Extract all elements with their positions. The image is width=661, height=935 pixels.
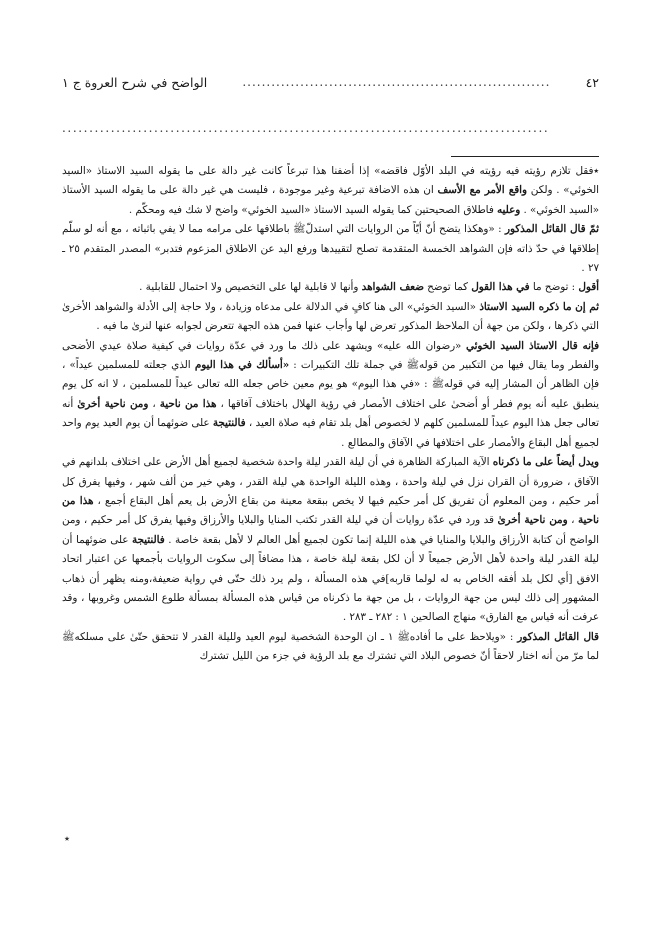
bold-phrase: ضعف الشواهد [361, 281, 424, 294]
bold-phrase: ومن ناحية أخرىٰ [497, 514, 568, 527]
footnote-rule [451, 156, 599, 157]
running-header [62, 72, 599, 92]
paragraph [62, 453, 599, 628]
text-run: ، [148, 397, 160, 410]
bold-phrase: قال القائل المذكور [517, 630, 599, 643]
bold-phrase: فإنه قال الاستاذ السيد الخوئي [465, 339, 599, 352]
book-title: الواضح في شرح العروة ج ١ [62, 74, 208, 90]
text-run: كما توضح [423, 281, 472, 294]
bold-phrase: ثمّ قال القائل المذكور [504, 223, 599, 236]
paragraph [62, 337, 599, 453]
paragraph [62, 220, 599, 278]
text-run: : توضح ما [529, 281, 579, 294]
header-dot-leader: ................................................................ [242, 75, 551, 89]
bold-phrase: ومن ناحية أخرىٰ [77, 397, 149, 410]
text-run: «السيد الخوئي» الى هنا كافٍ في الدلالة على مدعاه وزيادة ، ولا حاجة إلى الأدلة والشواهد الأخرىٰ التي ذكرها ، ولكن من جهة أن الملاحظ المذكور تعرض لها وأجاب عنها فمن هذه الجهة تتعرض لجوابه عنها لنرىٰ ما فيه . [62, 300, 599, 333]
text-run: فاطلاق الصحيحتين كما يقوله السيد الاستاذ «السيد الخوئي» واضح لا شك فيه ومحكّم . [128, 203, 498, 216]
text-run: «رضوان الله عليه» ويشهد على ذلك ما ورد في عدّة روايات في كيفية صلاة عيدي الأضحى والفطر وما يقال فيها من التكبير من قولهﷺ في جملة تلك التكبيرات : [62, 339, 599, 372]
text-run: الآية المباركة الظاهرة في أن ليلة القدر ليلة واحدة شخصية لجميع أهل الأرض على اختلاف بلدانهم في الآفاق ، ضرورة أن القران نزل في ليلة واحدة ، وهذه الليلة الواحدة هي ليلة القدر ، وهي خير من ألف شهر ، وفيها يفرق كل أمر حكيم ، ومن المعلوم أن تفريق كل أمر حكيم فيها لا يخص ببقعة معينة من بقاع الأرض بل يعم أهل البقاع أجمع ، [62, 456, 599, 507]
text-run: على ضوئهما أن يوم العيد يوم واحد لجميع أهل البقاع والأمصار على اختلافها في الآفاق والمطالع . [62, 417, 599, 449]
bold-phrase: هذا من ناحية [159, 397, 217, 410]
text-run: وأنها لا قابلية لها على التخصيص ولا احتمال للقابلية . [139, 281, 362, 294]
text-run: أنه تعالى جعل هذا اليوم عيداً للمسلمين كلهم لا لخصوص أهل بلد تقام فيه صلاة العيد ، [62, 397, 599, 430]
bold-phrase: «أسألك في هذا اليوم [194, 359, 290, 372]
bold-phrase: أقول [578, 281, 599, 294]
paragraph [62, 162, 599, 220]
text-run: على ضوئهما أن ليلة القدر ليلة واحدة لأهل الأرض جميعاً لا أن لكل بقعة ليلة خاصة ، هذا مضافاً إلى سكوت الروايات بأجمعها عن اعتبار اتحاد الافق [أي لكل بلد أفقه الخاص به له لولما قاربه]في هذه المسألة ، ولم يرد ذلك حتّى في رواية ضعيفة،ومنه يظهر أن ذهاب المشهور إلى ذلك ليس من جهة الروايات ، بل من جهة ما ذكرناه من قياس هذه المسألة بمسألة طلوع الشمس وغروبها ، وقد عرفت أنه قياس مع الفارق» منهاج الصالحين ١ : ٢٨٢ ـ ٢٨٣ . [62, 533, 599, 624]
text-run: قد ورد في عدّة روايات أن في ليلة القدر تكتب المنايا والبلايا والأرزاق وفيها يفرق كل أمر حكيم ، ومن الواضح أن كتابة الأرزاق والبلايا والمنايا في هذه الليلة إنما تكون لجميع أهل العالم لا لأهل بقعة خاصة . [62, 514, 599, 546]
bold-phrase: فالنتيجة [131, 533, 165, 546]
bold-phrase: هذا من ناحية [62, 494, 599, 527]
text-run: ان هذه الاضافة تبرعية وغير موجودة ، فليست هي غير دالة على ما يقوله السيد الأستاذ «السيد الخوئي» . [62, 184, 599, 216]
paragraph [62, 278, 599, 297]
bold-phrase: وعليه [497, 203, 521, 216]
bold-phrase: واقع الأمر مع الأسف [437, 184, 527, 197]
page-number: ٤٢ [585, 74, 599, 90]
bold-phrase: فالنتيجة [212, 417, 246, 430]
text-run: الذي جعلته للمسلمين عيداً» ، فإن الظاهر أن المشار إليه في قولهﷺ : «في هذا اليوم» هو يوم معين خاص جعله الله تعالى عيداً للمسلمين ، لا انه كل يوم ينطبق عليه أنه يوم فطر أو أضحىٰ على اختلاف الأمصار في رؤية الهلال باختلاف آفاقها ، [62, 359, 599, 410]
text-run: : «وهكذا يتضح أنّ أيّاً من الروايات التي استدلّ‌ﷺ باطلاقها على مرامه مما لا يفي باثباته ، مع أنه لو سلّم إطلاقها في حدّ ذاته فإن الشواهد الخمسة المتقدمة تصلح لتقييدها ورفع اليد عن الاطلاق المزعوم فتدبر» المصدر المتقدم ٢٥ ـ ٢٧ . [62, 223, 599, 275]
dotted-separator: .......................................................................................... [62, 121, 550, 135]
text-run: ، [567, 514, 578, 527]
continuation-mark: ٭ [64, 832, 70, 845]
text-run: ٭فقل تلازم رؤيته فيه رؤيته في البلد الأوّل فاقضه» إذا أضفنا هذا تبرعاً كانت غير دالة على ما يقوله السيد الاستاذ «السيد الخوئي» . ولكن [62, 165, 599, 197]
paragraph [62, 298, 599, 337]
bold-phrase: ثم إن ما ذكره السيد الاستاذ [479, 300, 599, 313]
bold-phrase: ويدل أيضاً على ما ذكرناه [492, 456, 599, 469]
text-run: : «ويلاحظ على ما أفادهﷺ ١ ـ ان الوحدة الشخصية ليوم العيد ولليلة القدر لا تتحقق حتّىٰ على مسلكهﷺ لما مرّ من أنه اختار لاحقاً أنّ خصوص البلاد التي تشترك مع بلد الرؤية في جزء من الليل تشترك [62, 630, 599, 663]
footnote-body [62, 162, 599, 922]
paragraph [62, 628, 599, 667]
bold-phrase: في هذا القول [471, 281, 530, 294]
